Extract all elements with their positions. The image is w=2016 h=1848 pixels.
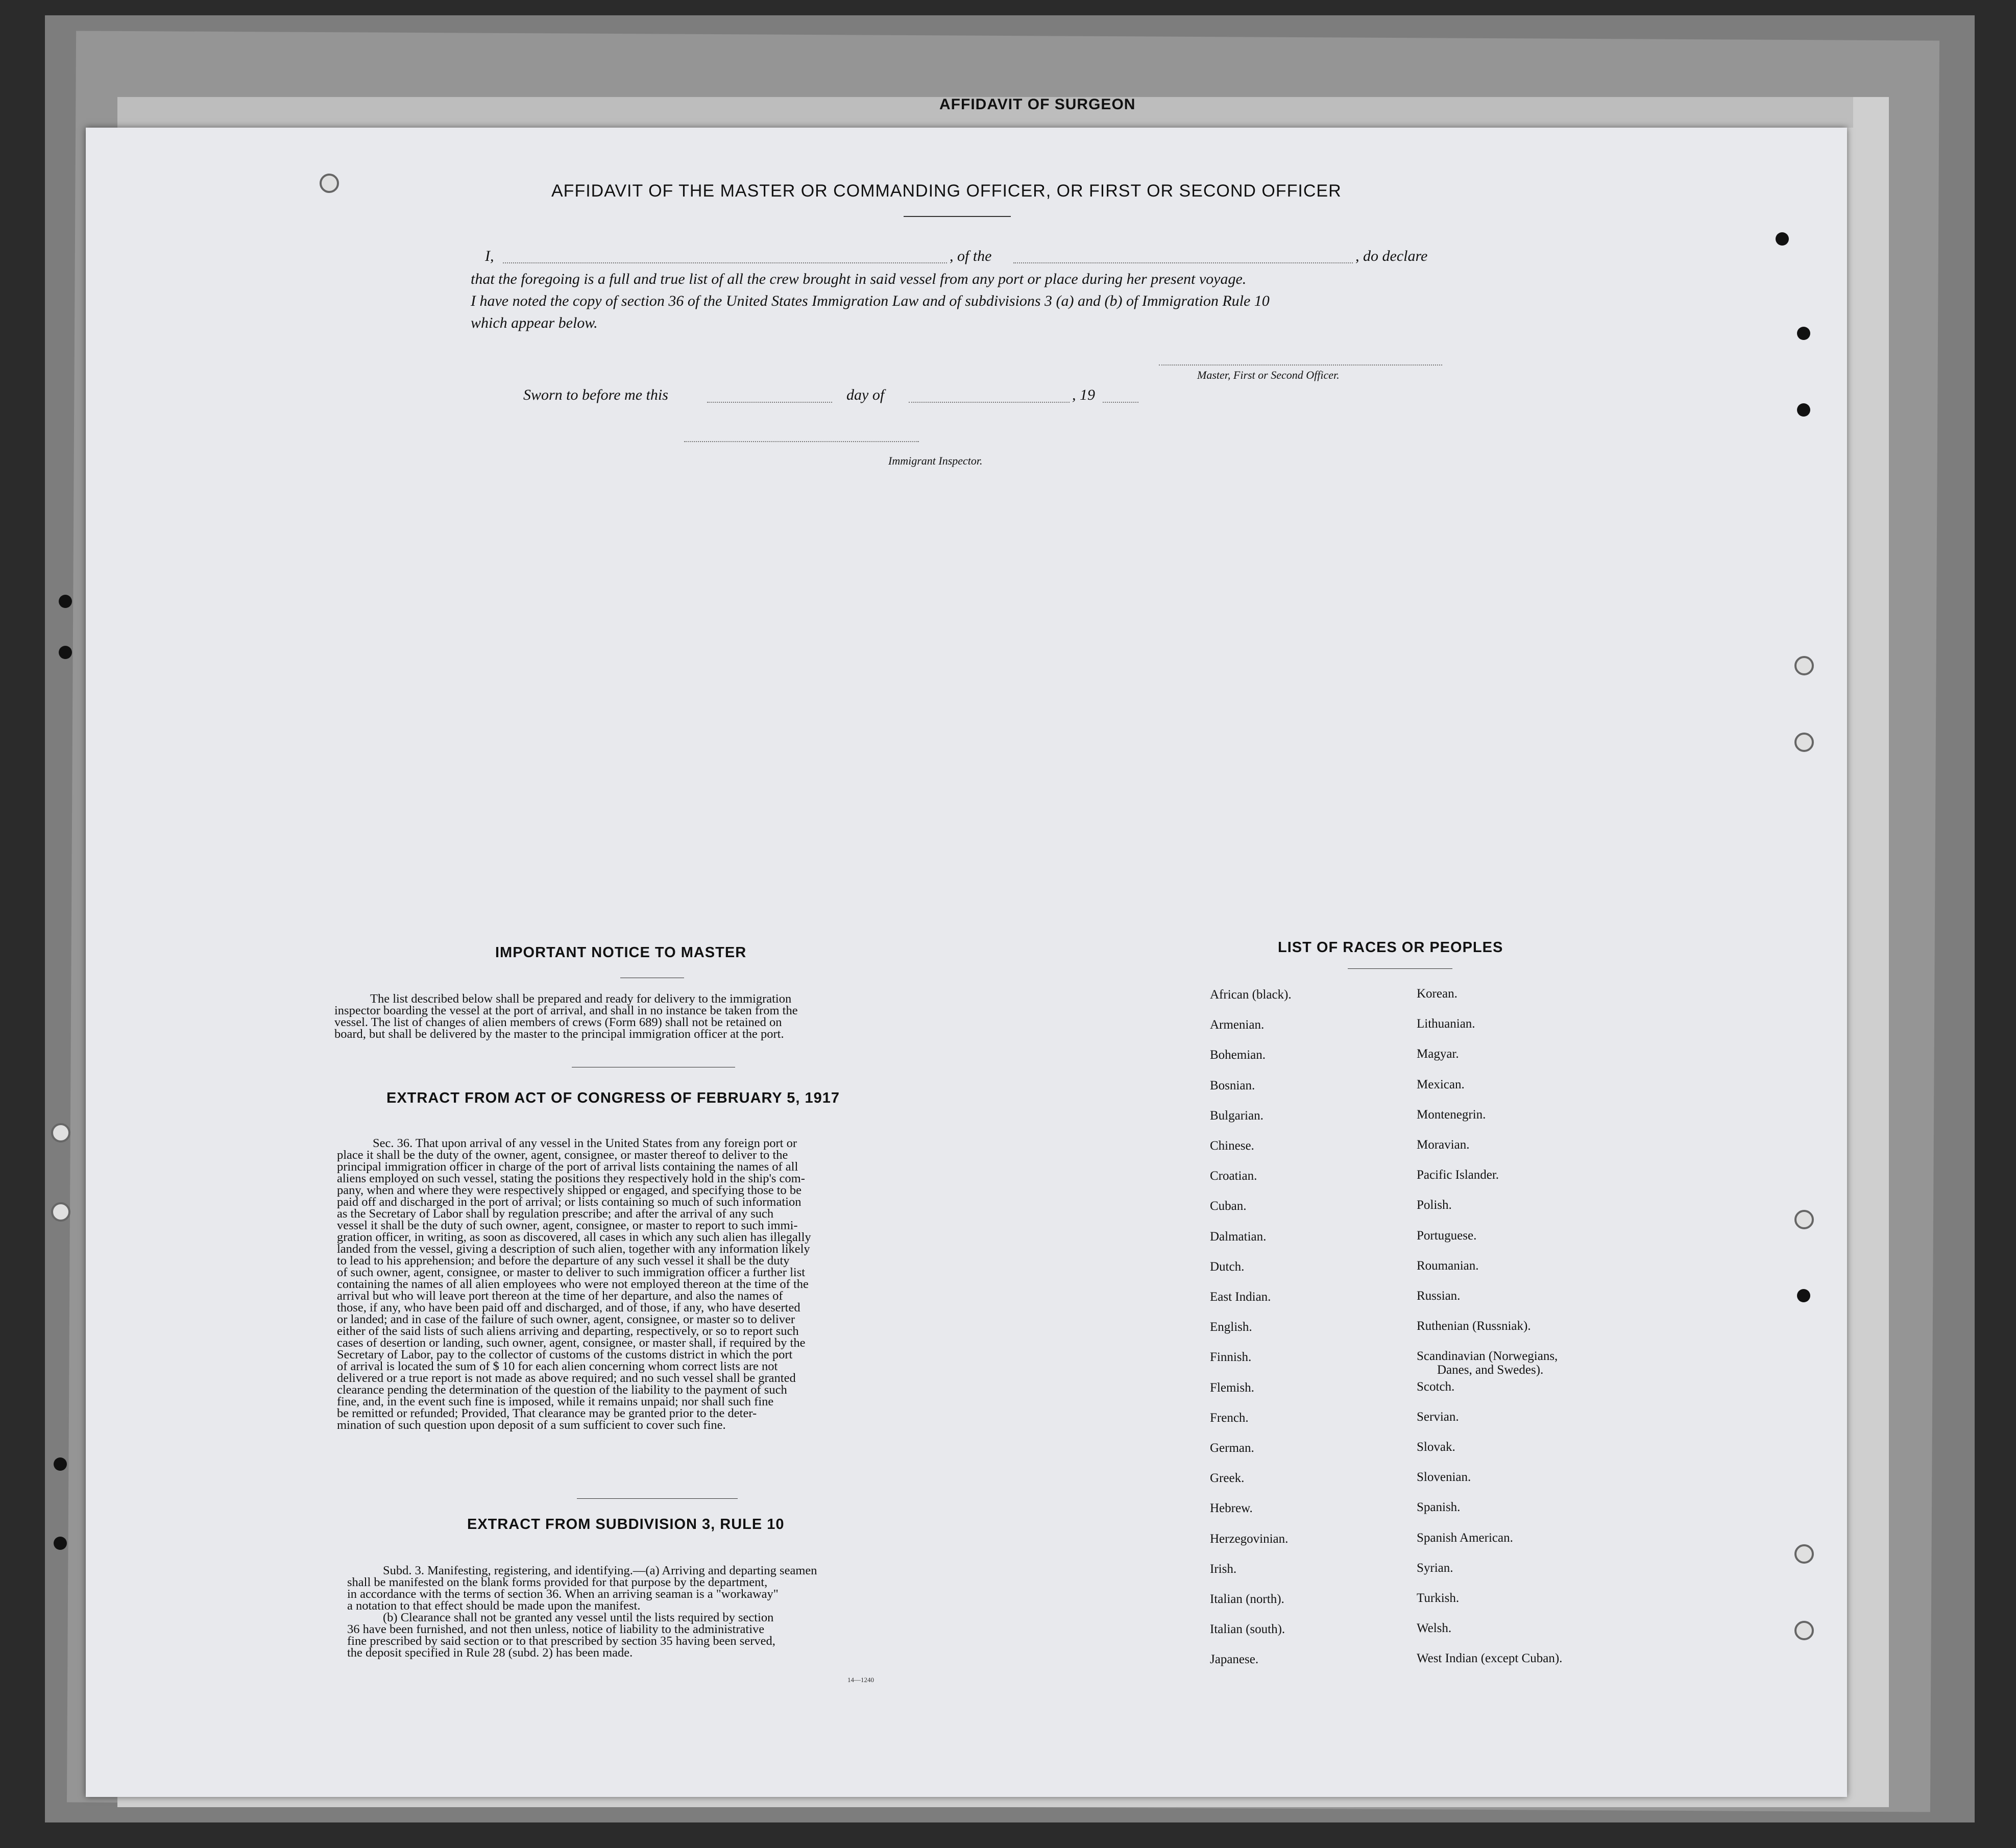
act-line: be remitted or refunded; Provided, That clearance may be granted prior to the deter- — [337, 1406, 757, 1420]
race-item: Irish. — [1210, 1562, 1237, 1576]
rule-text — [347, 1565, 934, 1659]
race-item: Bohemian. — [1210, 1048, 1266, 1062]
rule-line: fine prescribed by said section or to that prescribed by section 35 having been served, — [347, 1634, 775, 1648]
form-page — [86, 128, 1847, 1797]
race-item: Cuban. — [1210, 1199, 1247, 1213]
act-line: clearance pending the determination of the question of the liability to the payment of such — [337, 1383, 787, 1397]
race-item: Spanish. — [1417, 1500, 1461, 1515]
race-item: Scotch. — [1417, 1379, 1455, 1394]
binder-hole-icon — [1794, 733, 1814, 752]
day-blank — [707, 401, 832, 403]
act-line: fine, and, in the event such fine is imposed, while it remains unpaid; nor shall such fine — [337, 1395, 774, 1408]
rule-line: in accordance with the terms of section 36. When an arriving seaman is a "workaway" — [347, 1587, 779, 1601]
race-item: Italian (south). — [1210, 1622, 1285, 1637]
year-blank — [1103, 401, 1138, 403]
act-line: landed from the vessel, giving a description of such alien, together with any information likely — [337, 1242, 810, 1256]
name-blank — [503, 261, 947, 263]
race-item: Slovenian. — [1417, 1470, 1471, 1485]
binder-hole-icon — [1794, 1544, 1814, 1564]
notice-heading: IMPORTANT NOTICE TO MASTER — [495, 944, 747, 961]
rule-heading: EXTRACT FROM SUBDIVISION 3, RULE 10 — [467, 1516, 785, 1533]
act-line: mination of such question upon deposit of a sum sufficient to cover such fine. — [337, 1418, 726, 1432]
race-item: Armenian. — [1210, 1018, 1265, 1032]
race-item: Bulgarian. — [1210, 1108, 1264, 1123]
binder-hole-icon — [59, 595, 72, 608]
race-item: Portuguese. — [1417, 1228, 1477, 1243]
day-of-label: day of — [846, 386, 885, 403]
rule-line: a notation to that effect should be made upon the manifest. — [347, 1599, 641, 1613]
binder-hole-icon — [1776, 232, 1789, 246]
declaration-line: which appear below. — [471, 314, 598, 331]
declaration-line: that the foregoing is a full and true list of all the crew brought in said vessel from any port or place during her present voyage. — [471, 271, 1247, 287]
race-item: West Indian (except Cuban). — [1417, 1651, 1563, 1666]
form-number: 14—1240 — [847, 1676, 874, 1684]
act-line: Secretary of Labor, pay to the collector of customs of the customs district in which the port — [337, 1348, 793, 1361]
race-item: Turkish. — [1417, 1591, 1460, 1605]
act-line: delivered or a true report is not made as above required; and no such vessel shall be granted — [337, 1371, 796, 1385]
races-heading: LIST OF RACES OR PEOPLES — [1278, 939, 1503, 956]
race-item: Chinese. — [1210, 1139, 1254, 1153]
notice-line: inspector boarding the vessel at the port of arrival, and shall in no instance be taken from the — [334, 1004, 798, 1017]
race-item: Polish. — [1417, 1198, 1452, 1212]
act-line: of such owner, agent, consignee, or master to deliver to such immigration officer a further list — [337, 1266, 806, 1279]
signature-label: Master, First or Second Officer. — [1197, 369, 1340, 381]
act-line: pany, when and where they were respectively shipped or engaged, and specifying those to be — [337, 1183, 802, 1197]
binder-hole-icon — [51, 1123, 70, 1142]
race-item: Ruthenian (Russniak). — [1417, 1319, 1531, 1333]
race-item: Finnish. — [1210, 1350, 1252, 1365]
race-item: Greek. — [1210, 1471, 1245, 1486]
divider — [904, 216, 1011, 217]
notice-line: board, but shall be delivered by the master to the principal immigration officer at the port. — [334, 1027, 784, 1041]
race-item: Japanese. — [1210, 1652, 1259, 1667]
act-line: to lead to his apprehension; and before the departure of any such vessel it shall be the duty — [337, 1254, 790, 1268]
act-line: Sec. 36. That upon arrival of any vessel in the United States from any foreign port or — [373, 1136, 797, 1150]
race-item: Dutch. — [1210, 1259, 1245, 1274]
declaration-i: I, — [485, 248, 494, 264]
rule-line: the deposit specified in Rule 28 (subd. 2) has been made. — [347, 1646, 633, 1660]
notice-line: The list described below shall be prepared and ready for delivery to the immigration — [370, 992, 792, 1006]
race-item: Korean. — [1417, 987, 1458, 1001]
binder-hole-icon — [1794, 656, 1814, 675]
race-item: Moravian. — [1417, 1138, 1470, 1152]
binder-hole-icon — [1794, 1621, 1814, 1640]
race-item: Dalmatian. — [1210, 1229, 1267, 1244]
race-item: Roumanian. — [1417, 1258, 1479, 1273]
race-item: Bosnian. — [1210, 1078, 1255, 1092]
notice-line: vessel. The list of changes of alien members of crews (Form 689) shall not be retained on — [334, 1015, 782, 1029]
sworn-label: Sworn to before me this — [523, 386, 668, 403]
race-item: Scandinavian (Norwegians, — [1417, 1349, 1558, 1364]
race-item: French. — [1210, 1411, 1249, 1425]
binder-hole-icon — [1794, 1210, 1814, 1229]
race-item: Pacific Islander. — [1417, 1168, 1499, 1182]
rule-line: 36 have been furnished, and not then unless, notice of liability to the administrative — [347, 1622, 765, 1636]
binder-hole-icon — [1797, 327, 1810, 340]
year-label: , 19 — [1072, 386, 1095, 403]
binder-hole-icon — [320, 174, 339, 193]
rule-line: (b) Clearance shall not be granted any vessel until the lists required by section — [383, 1611, 774, 1624]
divider — [1348, 968, 1452, 969]
race-item: Croatian. — [1210, 1169, 1257, 1183]
declaration-of-the: , of the — [950, 248, 992, 264]
act-line: arrival but who will leave port thereon at the time of her departure, and also the names of — [337, 1289, 783, 1303]
race-item: Spanish American. — [1417, 1530, 1513, 1545]
race-item: Welsh. — [1417, 1621, 1452, 1636]
race-item: Mexican. — [1417, 1077, 1465, 1091]
act-line: or landed; and in case of the failure of such owner, agent, consignee, or master so to deliver — [337, 1312, 795, 1326]
act-line: of arrival is located the sum of $ 10 for each alien concerning whom correct lists are not — [337, 1359, 778, 1373]
race-item: Servian. — [1417, 1409, 1459, 1424]
binder-hole-icon — [51, 1202, 70, 1222]
act-line: cases of desertion or landing, such owner, agent, consignee, or master shall, if required by the — [337, 1336, 806, 1350]
act-line: principal immigration officer in charge of the port of arrival lists containing the names of all — [337, 1160, 798, 1174]
race-item: Magyar. — [1417, 1047, 1459, 1061]
vessel-blank — [1013, 261, 1353, 263]
race-item: Herzegovinian. — [1210, 1531, 1289, 1546]
race-item: Russian. — [1417, 1289, 1461, 1303]
race-item: Slovak. — [1417, 1440, 1455, 1454]
act-line: paid off and discharged in the port of arrival; or lists containing so much of such information — [337, 1195, 801, 1209]
declaration-line: I have noted the copy of section 36 of the United States Immigration Law and of subdivisions 3 (a) and (b) of Immigration Rule 10 — [471, 293, 1270, 309]
race-item: Flemish. — [1210, 1380, 1254, 1395]
act-line: gration officer, in writing, as soon as discovered, all cases in which any such alien has illegally — [337, 1230, 811, 1244]
race-item: German. — [1210, 1441, 1254, 1455]
act-text — [337, 1137, 932, 1431]
race-item: Montenegrin. — [1417, 1107, 1486, 1122]
declaration-do-declare: , do declare — [1355, 248, 1428, 264]
act-heading: EXTRACT FROM ACT OF CONGRESS OF FEBRUARY 5, 1917 — [386, 1090, 840, 1106]
act-line: as the Secretary of Labor shall by regulation prescribe; and after the arrival of any such — [337, 1207, 774, 1221]
signature-blank — [1159, 363, 1442, 366]
race-item: Hebrew. — [1210, 1501, 1253, 1516]
binder-hole-icon — [1797, 1289, 1810, 1302]
race-item: English. — [1210, 1320, 1252, 1334]
act-line: aliens employed on such vessel, stating the positions they respectively hold in the ship's com- — [337, 1172, 805, 1185]
binder-hole-icon — [54, 1537, 67, 1550]
rule-line: shall be manifested on the blank forms provided for that purpose by the department, — [347, 1575, 768, 1589]
affidavit-title: AFFIDAVIT OF THE MASTER OR COMMANDING OFFICER, OR FIRST OR SECOND OFFICER — [551, 181, 1342, 201]
binder-hole-icon — [1797, 403, 1810, 417]
act-line: containing the names of all alien employees who were not employed thereon at the time of the — [337, 1277, 809, 1291]
act-line: place it shall be the duty of the owner, agent, consignee, or master thereof to deliver to the — [337, 1148, 788, 1162]
act-line: either of the said lists of such aliens arriving and departing, respectively, or so to report such — [337, 1324, 799, 1338]
inspector-signature-blank — [684, 440, 919, 442]
divider — [577, 1498, 738, 1499]
race-item: Lithuanian. — [1417, 1017, 1475, 1031]
race-item: Syrian. — [1417, 1561, 1453, 1575]
act-line: those, if any, who have been paid off and discharged, and of those, if any, who have deserted — [337, 1301, 800, 1315]
behind-sheet-label: AFFIDAVIT OF SURGEON — [939, 96, 1136, 113]
race-item: African (black). — [1210, 988, 1292, 1002]
binder-hole-icon — [59, 646, 72, 659]
act-line: vessel it shall be the duty of such owner, agent, consignee, or master to report to such immi- — [337, 1219, 798, 1232]
race-item: East Indian. — [1210, 1290, 1271, 1304]
month-blank — [909, 401, 1070, 403]
race-item-continuation: Danes, and Swedes). — [1437, 1363, 1544, 1377]
binder-hole-icon — [54, 1457, 67, 1471]
race-item: Italian (north). — [1210, 1592, 1284, 1606]
rule-line: Subd. 3. Manifesting, registering, and identifying.—(a) Arriving and departing seamen — [383, 1564, 817, 1577]
inspector-label: Immigrant Inspector. — [888, 454, 983, 467]
notice-text — [334, 993, 932, 1040]
